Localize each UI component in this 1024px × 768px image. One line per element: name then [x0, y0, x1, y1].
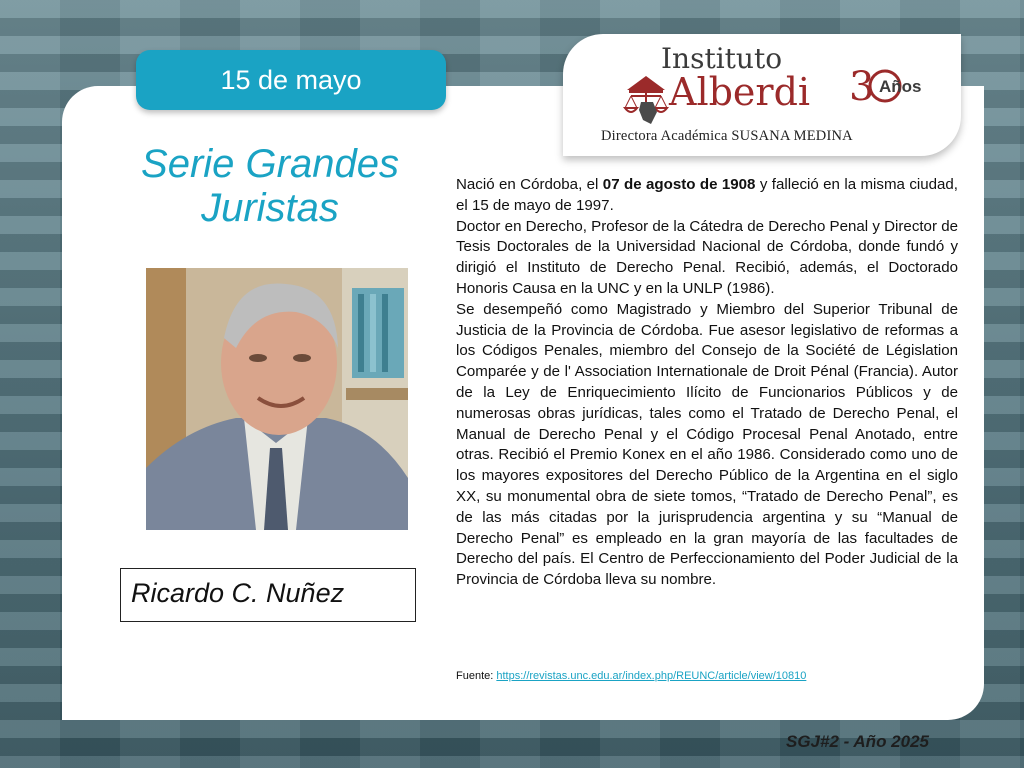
source-citation	[456, 670, 806, 682]
bio-paragraph-1	[456, 175, 958, 217]
date-label: 15 de mayo	[220, 64, 362, 95]
footer-tag: SGJ#2 - Año 2025	[786, 732, 929, 751]
bio-paragraph-2: Doctor en Derecho, Profesor de la Cátedra de Derecho Penal y Director de Tesis Doctorales de la Universidad Nacional de Córdoba, donde fundó y dirigió el Instituto de Derecho Penal. Recibió, además, el Doctorado Honoris Causa en la UNC y en la UNLP (1986).	[456, 217, 958, 297]
logo-instituto-text: Instituto	[661, 42, 783, 75]
directora-label: Directora Académica SUSANA MEDINA	[601, 128, 853, 144]
institute-logo	[563, 34, 961, 156]
biography-text	[456, 175, 958, 591]
logo-alberdi-text: Alberdi	[669, 70, 811, 114]
anniversary-30-years-badge	[849, 60, 927, 110]
bio-p1-text-end: y falleció en la misma ciudad, el 15 de mayo de 1997.	[456, 176, 958, 214]
series-title	[100, 142, 440, 230]
portrait-photo	[146, 268, 408, 530]
source-label: Fuente:	[456, 670, 497, 682]
svg-text:Años: Años	[879, 77, 922, 96]
svg-text:3: 3	[849, 64, 875, 110]
person-name: Ricardo C. Nuñez	[131, 578, 345, 608]
bio-paragraph-3: Se desempeñó como Magistrado y Miembro del Superior Tribunal de Justicia de la Provincia de Córdoba. Fue asesor legislativo de reformas a los Códigos Penales, miembro del Consejo de la Société de Législation Comparée y de l' Association Internationale de Droit Pénal (Francia). Autor de la Ley de Enriquecimiento Ilícito de Funcionarios Públicos y de numerosas obras jurídicas, tales como el Tratado de Derecho Penal, el Manual de Derecho Penal y el Código Procesal Penal Anotado, entre otras. Recibió el Premio Konex en el año 1986. Considerado como uno de los mayores expositores del Derecho Público de la Argentina en el siglo XX, su monumental obra de siete tomos, “Tratado de Derecho Penal”, es de las más citadas por la jurisprudencia argentina y su “Manual de Derecho Penal” es empleado en la gran mayoría de las facultades de Derecho del país. El Centro de Perfeccionamiento del Poder Judicial de la Provincia de Córdoba lleva su nombre.	[456, 300, 958, 589]
series-title-line2: Juristas	[201, 186, 339, 230]
date-tab	[136, 50, 446, 110]
portrait-illustration	[146, 268, 408, 530]
bio-birth-date: 07 de agosto de 1908	[602, 176, 756, 193]
scales-of-justice-icon	[621, 72, 671, 126]
person-name-box	[120, 568, 416, 622]
bio-p1-text: Nació en Córdoba, el	[456, 176, 603, 193]
series-title-line1: Serie Grandes	[141, 142, 399, 186]
source-link[interactable]: https://revistas.unc.edu.ar/index.php/REUNC/article/view/10810	[496, 670, 807, 682]
